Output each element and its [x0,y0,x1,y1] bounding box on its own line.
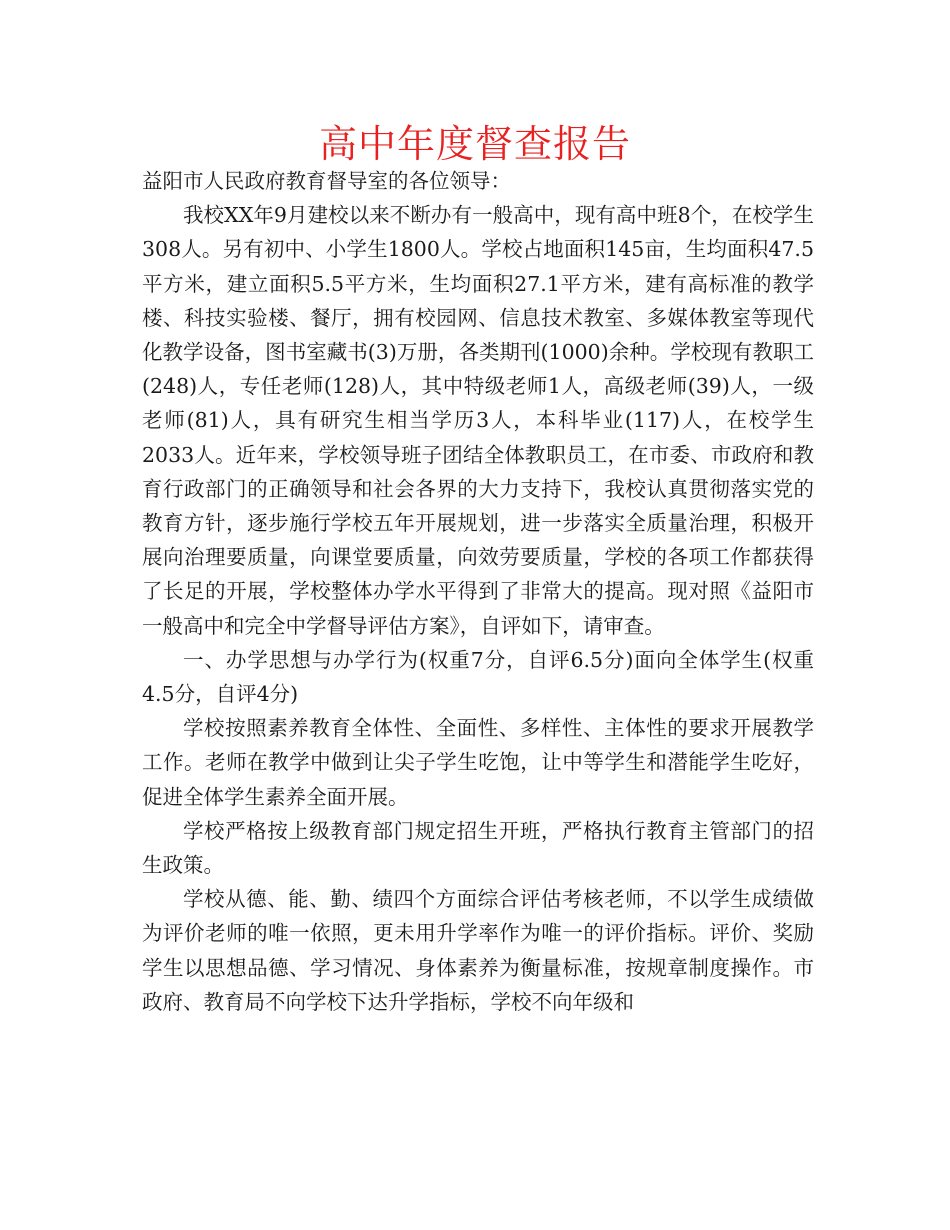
paragraph-enrollment: 学校严格按上级教育部门规定招生开班，严格执行教育主管部门的招生政策。 [142,818,814,878]
salutation: 益阳市人民政府教育督导室的各位领导： [142,169,511,193]
paragraph-intro: 我校XX年9月建校以来不断办有一般高中，现有高中班8个，在校学生308人。另有初中、小学生1800人。学校占地面积145亩，生均面积47.5平方米，建立面积5.5平方米，生均面积27.1平方米，建有高标准的教学楼、科技实验楼、餐厅，拥有校园网、信息技术教室、多媒体教室等现代化教学设备，图书室藏书(3)万册，各类期刊(1000)余种。学校现有教职工(248)人，专任老师(128)人，其中特级老师1人，高级老师(39)人，一级老师(81)人，具有研究生相当学历3人，本科毕业(117)人，在校学生2033人。近年来，学校领导班子团结全体教职员工，在市委、市政府和教育行政部门的正确领导和社会各界的大力支持下，我校认真贯彻落实党的教育方针，逐步施行学校五年开展规划，进一步落实全质量治理，积极开展向治理要质量，向课堂要质量，向效劳要质量，学校的各项工作都获得了长足的开展，学校整体办学水平得到了非常大的提高。现对照《益阳市一般高中和完全中学督导评估方案》，自评如下，请审查。 [142,203,814,638]
paragraph-quality-education: 学校按照素养教育全体性、全面性、多样性、主体性的要求开展教学工作。老师在教学中做到让尖子学生吃饱，让中等学生和潜能学生吃好，促进全体学生素养全面开展。 [142,716,814,809]
paragraph-evaluation: 学校从德、能、勤、绩四个方面综合评估考核老师，不以学生成绩做为评价老师的唯一依照，更未用升学率作为唯一的评价指标。评价、奖励学生以思想品德、学习情况、身体素养为衡量标准，按规章制度操作。市政府、教育局不向学校下达升学指标，学校不向年级和 [142,887,814,1014]
document-title: 高中年度督查报告 [318,122,631,166]
document-body [142,164,814,1019]
paragraph-section-heading: 一、办学思想与办学行为(权重7分，自评6.5分)面向全体学生(权重4.5分，自评4分) [142,647,814,707]
